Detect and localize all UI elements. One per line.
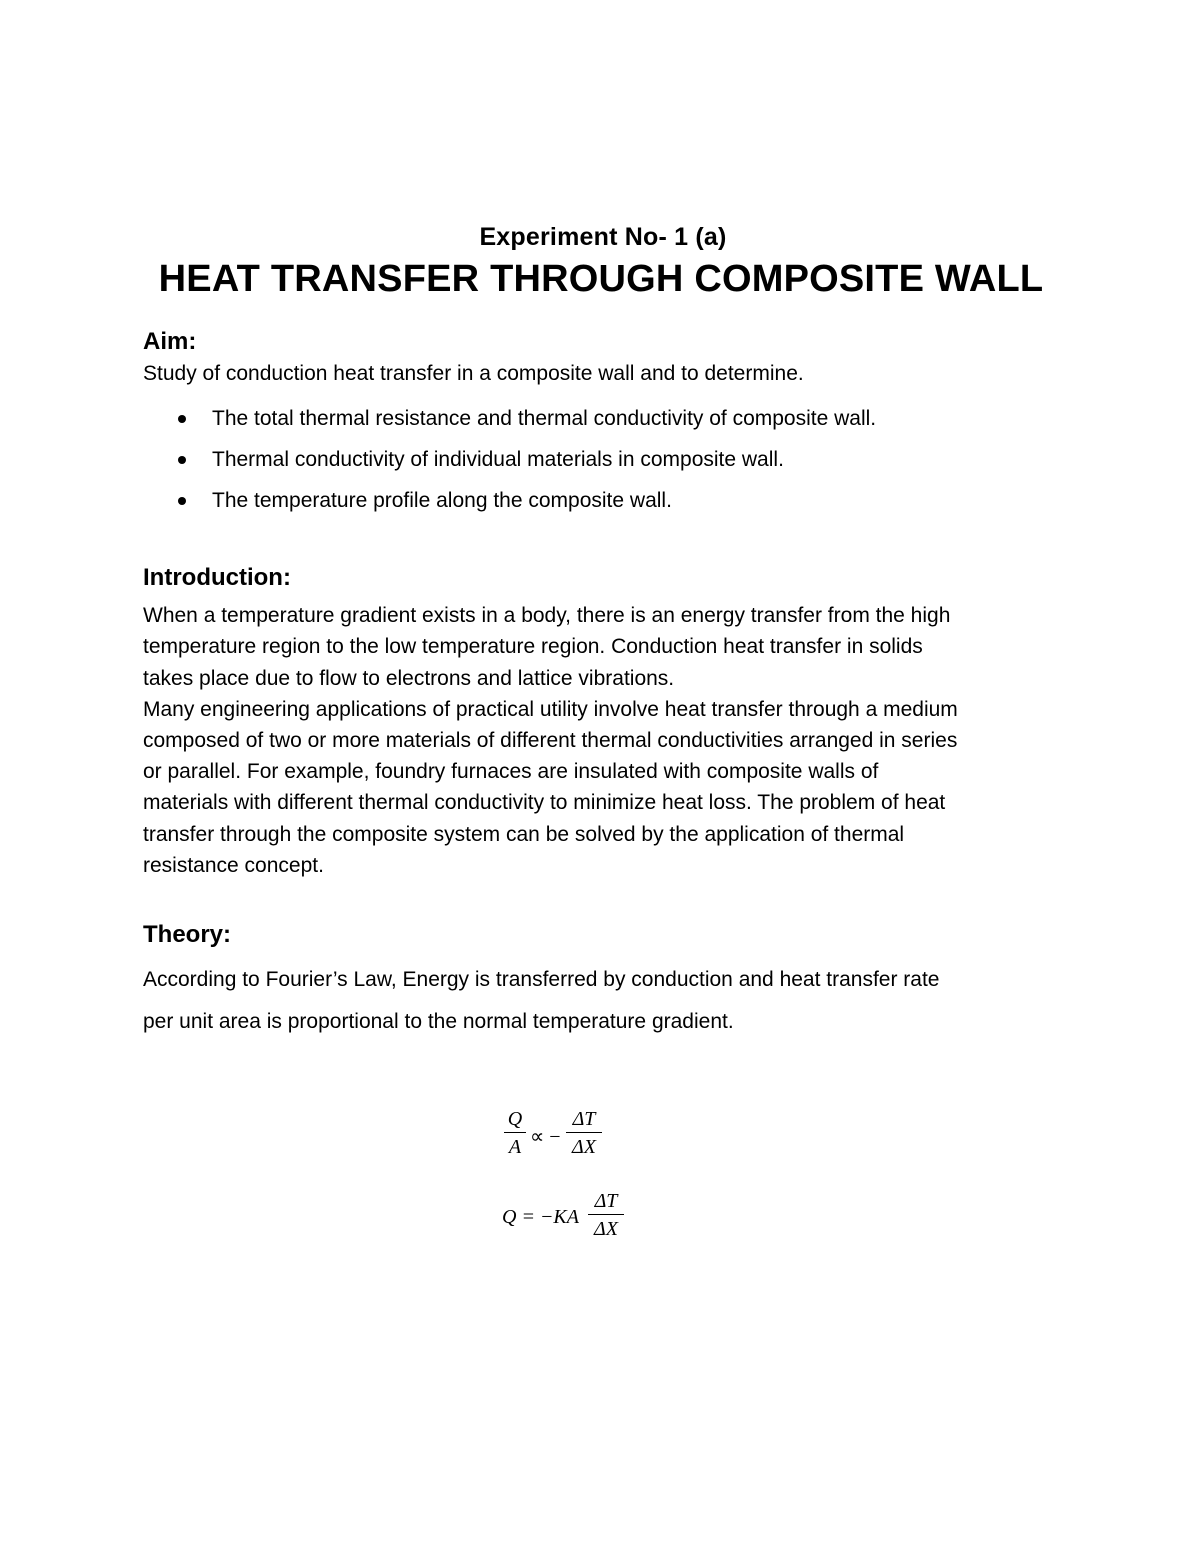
theory-line: According to Fourier’s Law, Energy is transferred by conduction and heat transfer rate xyxy=(143,968,940,992)
introduction-line: temperature region to the low temperature region. Conduction heat transfer in solids xyxy=(143,635,923,659)
introduction-line: Many engineering applications of practical utility involve heat transfer through a medium xyxy=(143,697,958,721)
rhs-numerator: ΔT xyxy=(594,1190,618,1212)
fourier-law-equation xyxy=(500,1190,640,1250)
theory-heading: Theory: xyxy=(143,921,232,949)
document-title: HEAT TRANSFER THROUGH COMPOSITE WALL xyxy=(158,258,1044,300)
introduction-line: takes place due to flow to electrons and lattice vibrations. xyxy=(143,666,675,690)
proportional-symbol: ∝ − xyxy=(530,1126,561,1148)
fraction-bar xyxy=(504,1132,526,1133)
rhs-denominator: ΔX xyxy=(572,1136,596,1159)
bullet-dot-icon xyxy=(178,415,186,423)
introduction-line: composed of two or more materials of different thermal conductivities arranged in series xyxy=(143,729,958,753)
aim-bullet-text: The temperature profile along the composite wall. xyxy=(212,489,672,513)
introduction-line: When a temperature gradient exists in a body, there is an energy transfer from the high xyxy=(143,604,951,628)
bullet-dot-icon xyxy=(178,456,186,464)
introduction-line: materials with different thermal conductivity to minimize heat loss. The problem of heat xyxy=(143,791,946,815)
fourier-proportionality-equation xyxy=(500,1108,620,1168)
rhs-denominator: ΔX xyxy=(594,1218,618,1241)
introduction-paragraph xyxy=(143,600,1063,881)
bullet-dot-icon xyxy=(178,497,186,505)
document-page xyxy=(143,222,1063,1043)
rhs-numerator: ΔT xyxy=(572,1108,596,1130)
fraction-bar xyxy=(566,1132,602,1133)
fraction-bar xyxy=(588,1214,624,1215)
introduction-line: or parallel. For example, foundry furnaces are insulated with composite walls of xyxy=(143,760,879,784)
lhs-denominator: A xyxy=(508,1136,522,1159)
experiment-number: Experiment No- 1 (a) xyxy=(479,223,727,251)
aim-bullet-list xyxy=(143,405,1063,514)
equation-lhs: Q = −KA xyxy=(502,1206,579,1228)
theory-paragraph xyxy=(143,959,1063,1043)
rhs-fraction xyxy=(588,1190,624,1240)
aim-bullet-item xyxy=(143,487,1063,514)
introduction-line: transfer through the composite system can be solved by the application of thermal xyxy=(143,822,905,846)
aim-bullet-text: Thermal conductivity of individual materials in composite wall. xyxy=(212,448,784,472)
aim-bullet-item xyxy=(143,405,1063,432)
lhs-numerator: Q xyxy=(507,1108,523,1130)
aim-text: Study of conduction heat transfer in a composite wall and to determine. xyxy=(143,362,804,385)
theory-line: per unit area is proportional to the normal temperature gradient. xyxy=(143,1010,734,1034)
aim-bullet-item xyxy=(143,446,1063,473)
introduction-line: resistance concept. xyxy=(143,853,324,877)
rhs-fraction xyxy=(566,1108,602,1158)
introduction-heading: Introduction: xyxy=(143,564,291,592)
aim-bullet-text: The total thermal resistance and thermal conductivity of composite wall. xyxy=(212,407,877,431)
lhs-fraction xyxy=(504,1108,526,1158)
aim-heading: Aim: xyxy=(143,328,197,355)
